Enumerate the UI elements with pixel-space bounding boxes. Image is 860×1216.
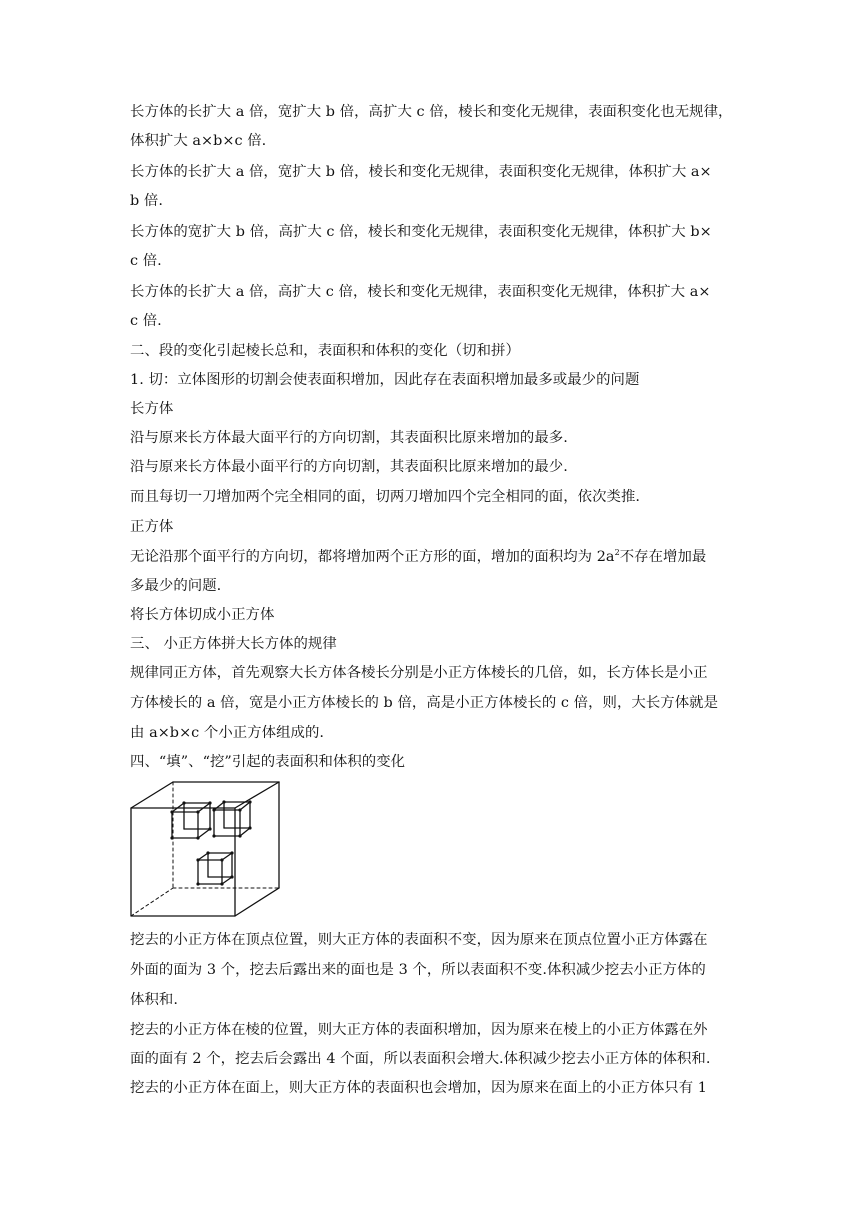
text-line-with-superscript [130,547,730,567]
text-line: c 倍. [130,313,162,329]
text-line: 体积和. [130,992,178,1008]
big-cube [131,782,279,916]
section-heading: 二、段的变化引起棱长总和，表面积和体积的变化（切和拼） [130,343,520,359]
text-line: 将长方体切成小正方体 [130,607,275,623]
text-line: 体积扩大 a×b×c 倍. [130,133,267,149]
text-line: 长方体 [130,401,174,417]
text-line: 沿与原来长方体最小面平行的方向切割，其表面积比原来增加的最少. [130,459,568,475]
cube-with-removed-cubes-figure [128,778,290,920]
text-line: 由 a×b×c 个小正方体组成的. [130,725,325,741]
text-segment: 不存在增加最 [619,549,707,565]
text-line: 挖去的小正方体在顶点位置，则大正方体的表面积不变，因为原来在顶点位置小正方体露在 [130,932,708,948]
text-line: 长方体的长扩大 a 倍，宽扩大 b 倍，高扩大 c 倍，棱长和变化无规律，表面积变化也无规律， [130,104,733,120]
text-line: 沿与原来长方体最大面平行的方向切割，其表面积比原来增加的最多. [130,430,568,446]
text-line: 长方体的长扩大 a 倍，宽扩大 b 倍，棱长和变化无规律，表面积变化无规律，体积扩大 a× [130,164,712,180]
text-line: b 倍. [130,193,163,209]
text-line: 外面的面为 3 个，挖去后露出来的面也是 3 个，所以表面积不变.体积减少挖去小正方体的 [130,962,706,978]
text-line: 方体棱长的 a 倍，宽是小正方体棱长的 b 倍，高是小正方体棱长的 c 倍，则，大长方体就是 [130,695,719,711]
text-line: c 倍. [130,253,162,269]
text-line: 正方体 [130,519,174,535]
section-heading: 三、 小正方体拼大长方体的规律 [130,636,337,652]
text-line: 长方体的长扩大 a 倍，高扩大 c 倍，棱长和变化无规律，表面积变化无规律，体积扩大 a× [130,284,711,300]
text-line: 挖去的小正方体在棱的位置，则大正方体的表面积增加，因为原来在棱上的小正方体露在外 [130,1022,708,1038]
text-segment: 无论沿那个面平行的方向切，都将增加两个正方形的面，增加的面积均为 2a [130,549,615,565]
text-line: 规律同正方体，首先观察大长方体各棱长分别是小正方体棱长的几倍，如，长方体长是小正 [130,665,708,681]
superscript: 2 [614,548,620,557]
text-line: 面的面有 2 个，挖去后会露出 4 个面，所以表面积会增大.体积减少挖去小正方体的体积和. [130,1051,711,1067]
small-cube-middle [198,853,232,884]
text-line: 长方体的宽扩大 b 倍，高扩大 c 倍，棱长和变化无规律，表面积变化无规律，体积扩大 b× [130,224,712,240]
text-line: 而且每切一刀增加两个完全相同的面，切两刀增加四个完全相同的面，依次类推. [130,489,641,505]
text-line: 挖去的小正方体在面上，则大正方体的表面积也会增加，因为原来在面上的小正方体只有 1 [130,1080,708,1096]
section-heading: 四、“填”、“挖”引起的表面积和体积的变化 [130,754,406,770]
small-cube-top-right [214,802,250,836]
text-line: 多最少的问题. [130,578,222,594]
subsection-heading: 1. 切：立体图形的切割会使表面积增加，因此存在表面积增加最多或最少的问题 [130,372,640,388]
